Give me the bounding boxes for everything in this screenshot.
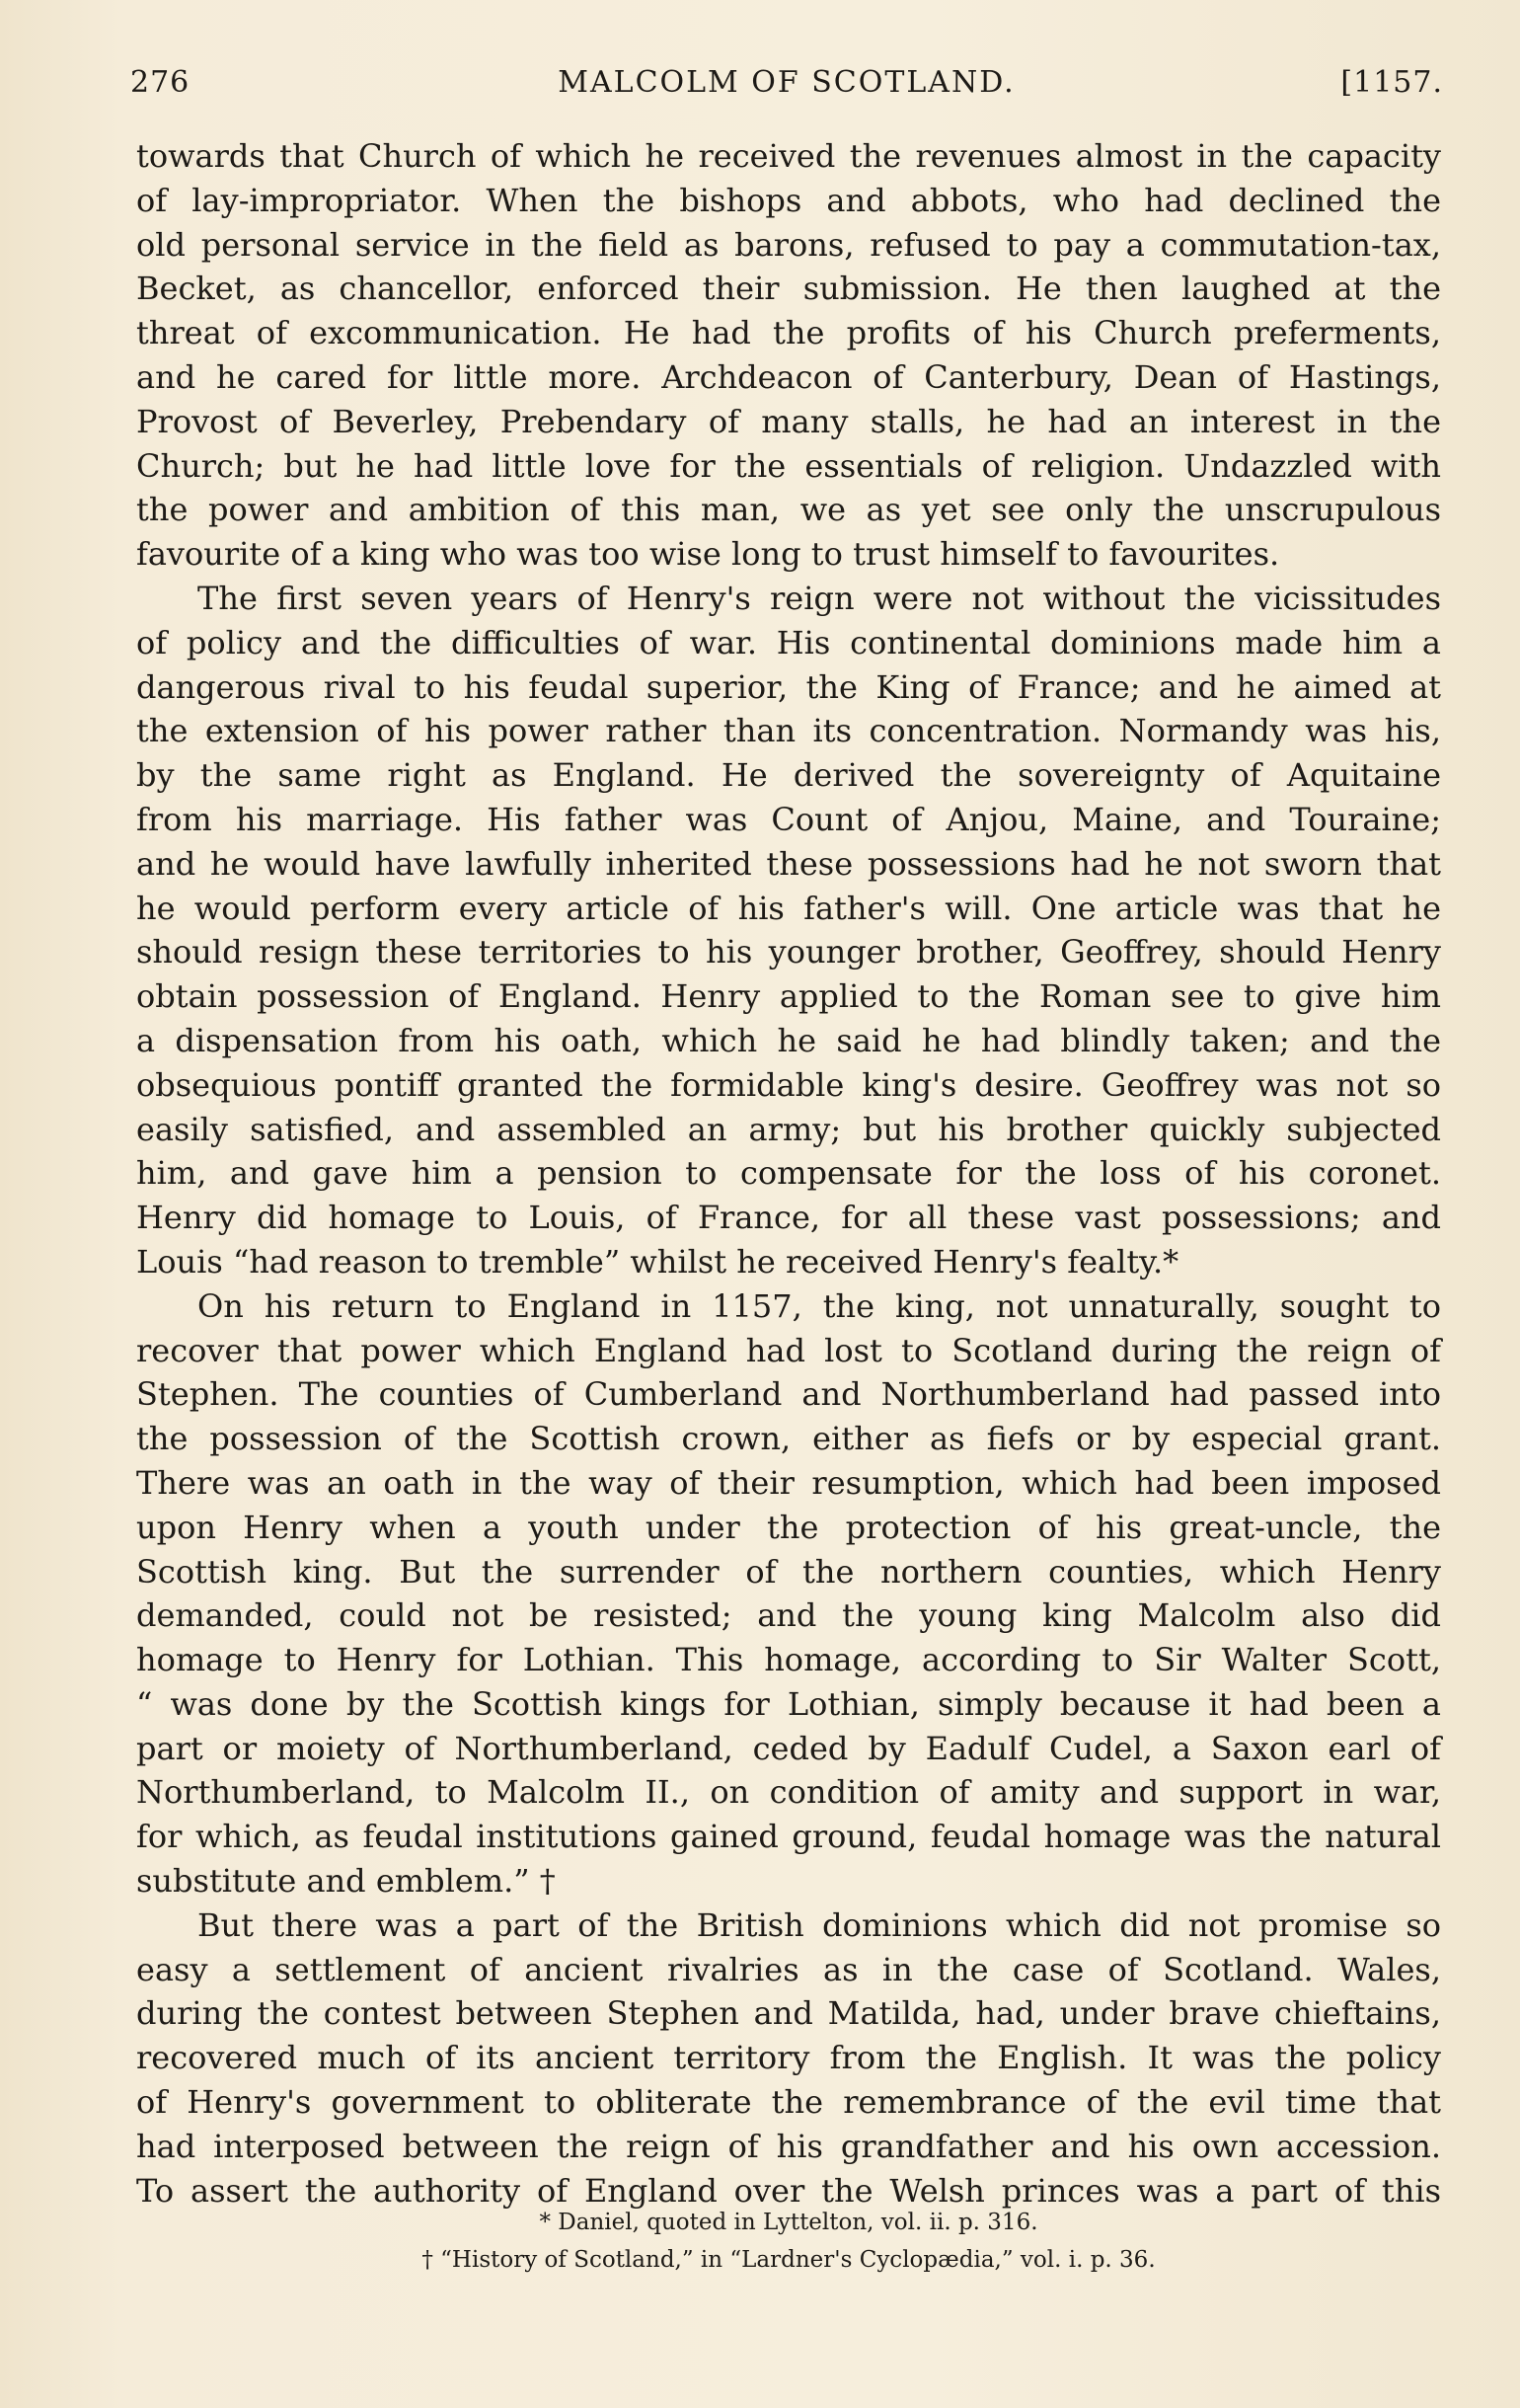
text-line: recover that power which England had lost to Scotland during the reign of	[136, 1331, 1441, 1369]
footnote-history-of-scotland: † “History of Scotland,” in “Lardner's Cyclopædia,” vol. i. p. 36.	[421, 2247, 1156, 2273]
text-line: obsequious pontiff granted the formidable king's desire. Geoffrey was not so	[136, 1065, 1441, 1104]
footnotes	[136, 2204, 1441, 2279]
text-line: him, and gave him a pension to compensate for the loss of his coronet.	[136, 1154, 1441, 1193]
paragraph-start-line: But there was a part of the British dominions which did not promise so	[197, 1905, 1441, 1944]
text-line: he would perform every article of his father's will. One article was that he	[136, 889, 1441, 927]
text-line: There was an oath in the way of their resumption, which had been imposed	[136, 1463, 1441, 1502]
text-line: of Henry's government to obliterate the remembrance of the evil time that	[136, 2083, 1441, 2122]
text-line: Northumberland, to Malcolm II., on condition of amity and support in war,	[136, 1773, 1441, 1812]
text-line: Henry did homage to Louis, of France, for all these vast possessions; and	[136, 1199, 1441, 1237]
footnote-daniel: * Daniel, quoted in Lyttelton, vol. ii. p. 316.	[539, 2210, 1038, 2235]
text-line: old personal service in the field as barons, refused to pay a commutation-tax,	[136, 225, 1441, 264]
text-line: recovered much of its ancient territory from the English. It was the policy	[136, 2039, 1441, 2077]
text-line: demanded, could not be resisted; and the young king Malcolm also did	[136, 1596, 1441, 1635]
page-number: 276	[130, 65, 190, 100]
text-line: To assert the authority of England over the Welsh princes was a part of this	[136, 2171, 1441, 2210]
text-line: upon Henry when a youth under the protection of his great-uncle, the	[136, 1508, 1441, 1546]
text-line: Provost of Beverley, Prebendary of many stalls, he had an interest in the	[136, 402, 1441, 440]
text-line: from his marriage. His father was Count of Anjou, Maine, and Touraine;	[136, 800, 1441, 838]
text-line: Scottish king. But the surrender of the northern counties, which Henry	[136, 1552, 1441, 1591]
text-line: easily satisfied, and assembled an army; but his brother quickly subjected	[136, 1110, 1441, 1148]
paragraph-start-line: On his return to England in 1157, the king, not unnaturally, sought to	[197, 1286, 1441, 1325]
text-line: “ was done by the Scottish kings for Lothian, simply because it had been a	[136, 1684, 1441, 1723]
text-line: Louis “had reason to tremble” whilst he received Henry's fealty.*	[136, 1242, 1179, 1281]
paragraph-start-line: The first seven years of Henry's reign were not without the vicissitudes	[197, 579, 1441, 617]
text-line: of lay-impropriator. When the bishops and abbots, who had declined the	[136, 181, 1441, 219]
text-line: threat of excommunication. He had the profits of his Church preferments,	[136, 314, 1441, 352]
text-line: Church; but he had little love for the essentials of religion. Undazzled with	[136, 446, 1441, 485]
text-line: substitute and emblem.” †	[136, 1862, 556, 1901]
text-line: homage to Henry for Lothian. This homage, according to Sir Walter Scott,	[136, 1641, 1441, 1679]
text-line: of policy and the difficulties of war. His continental dominions made him a	[136, 623, 1441, 661]
text-line: easy a settlement of ancient rivalries as in the case of Scotland. Wales,	[136, 1950, 1441, 1988]
text-line: the possession of the Scottish crown, either as fiefs or by especial grant.	[136, 1420, 1441, 1458]
text-line: for which, as feudal institutions gained ground, feudal homage was the natural	[136, 1818, 1441, 1856]
running-title: MALCOLM OF SCOTLAND.	[558, 65, 1016, 100]
text-line: and he cared for little more. Archdeacon of Canterbury, Dean of Hastings,	[136, 357, 1441, 396]
text-line: a dispensation from his oath, which he said he had blindly taken; and the	[136, 1021, 1441, 1059]
text-line: by the same right as England. He derived the sovereignty of Aquitaine	[136, 756, 1441, 795]
text-line: and he would have lawfully inherited these possessions had he not sworn that	[136, 844, 1441, 883]
header-year: [1157.	[1340, 65, 1443, 100]
text-line: obtain possession of England. Henry applied to the Roman see to give him	[136, 977, 1441, 1016]
text-line: dangerous rival to his feudal superior, the King of France; and he aimed at	[136, 667, 1441, 706]
text-line: the power and ambition of this man, we as yet see only the unscrupulous	[136, 491, 1441, 529]
text-line: towards that Church of which he received the revenues almost in the capacity	[136, 137, 1441, 175]
text-line: during the contest between Stephen and Matilda, had, under brave chieftains,	[136, 1994, 1441, 2033]
text-line: favourite of a king who was too wise long to trust himself to favourites.	[136, 535, 1280, 574]
text-line: had interposed between the reign of his grandfather and his own accession.	[136, 2127, 1441, 2165]
text-line: Becket, as chancellor, enforced their submission. He then laughed at the	[136, 270, 1441, 308]
running-header	[130, 65, 1443, 115]
text-line: part or moiety of Northumberland, ceded by Eadulf Cudel, a Saxon earl of	[136, 1729, 1441, 1767]
text-line: Stephen. The counties of Cumberland and Northumberland had passed into	[136, 1375, 1441, 1414]
text-line: the extension of his power rather than its concentration. Normandy was his,	[136, 712, 1441, 750]
body-text	[136, 134, 1441, 2213]
text-line: should resign these territories to his younger brother, Geoffrey, should Henry	[136, 933, 1441, 971]
